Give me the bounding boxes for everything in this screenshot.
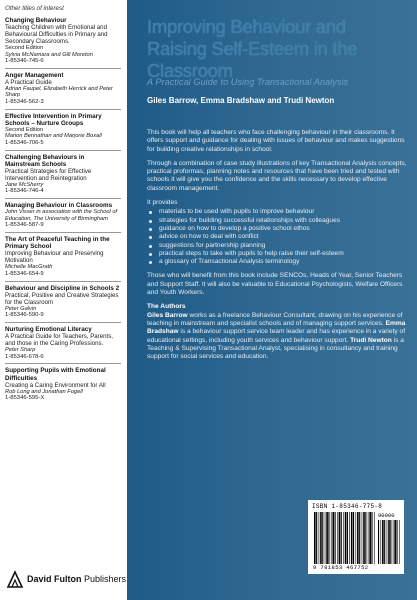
book-authors: Giles Barrow, Emma Bradshaw and Trudi Newton: [147, 96, 335, 105]
provides-item: materials to be used with pupils to improve behaviour: [147, 208, 409, 216]
book-title-line: Nurturing Emotional Literacy: [5, 326, 92, 334]
provides-item: practical steps to take with pupils to help raise their self-esteem: [147, 250, 409, 258]
book-title-line: Managing Behaviour in Classrooms: [5, 202, 113, 210]
book-entry: [5, 199, 121, 233]
provides-intro: It provides: [147, 199, 178, 207]
book-subtitle-line: Practical Strategies for Effective Intervention and Reintegration: [5, 167, 92, 182]
price-barcode-bars-icon: [378, 520, 400, 569]
book-isbn: 1-85346-587-9: [5, 222, 44, 229]
book-authors-line: Sylvia McNamara and Gill Moreton: [5, 51, 93, 58]
book-isbn: 1-85346-745-6: [5, 58, 44, 65]
book-authors-line: Peter Galvin: [5, 305, 37, 312]
book-subtitle-line: Teaching Children with Emotional and Behavioural Difficulties in Primary and Secondary Classrooms.: [5, 24, 108, 46]
publisher-name: David Fulton Publishers: [27, 574, 127, 584]
book-entry: [5, 14, 121, 69]
provides-item: a glossary of Transactional Analysis terminology: [147, 258, 409, 266]
book-list: [5, 14, 121, 405]
book-entry: [5, 233, 121, 281]
book-isbn: 1-85346-706-5: [5, 139, 44, 146]
provides-item: strategies for building successful relationships with colleagues: [147, 217, 409, 225]
book-subtitle-line: Improving Behaviour and Preserving Motivation: [5, 250, 104, 265]
provides-list: [147, 208, 409, 266]
book-edition: Second Edition: [5, 45, 44, 52]
book-authors-line: Peter Sharp: [5, 347, 36, 354]
price-code: 90000: [378, 512, 395, 519]
publisher-logo: [6, 565, 128, 593]
book-isbn: 1-85346-678-6: [5, 353, 44, 360]
book-subtitle-line: A Practical Guide for Teachers, Parents, and those in the Caring Professions.: [5, 333, 113, 348]
book-title-line: Challenging Behaviours in Mainstream Schools: [5, 153, 85, 168]
book-isbn: 1-85346-746-4: [5, 188, 44, 195]
book-edition: Second Edition: [5, 126, 44, 133]
authors-heading: The Authors: [147, 303, 186, 311]
isbn-label: ISBN 1-85346-775-8: [312, 503, 383, 510]
book-authors-line: Michelle MacGrath: [5, 264, 53, 271]
barcode-bars-icon: [314, 512, 376, 569]
book-entry: [5, 323, 121, 364]
book-isbn: 1-85346-590-9: [5, 312, 44, 319]
book-title-line: Effective Intervention in Primary Schools – Nurture Groups: [5, 112, 102, 127]
book-entry: [5, 151, 121, 199]
authors-bio: Giles Barrow works as a freelance Behaviour Consultant, drawing on his experience of teaching in mainstream and specialist schools and of managing support services. Emma Bradshaw is a behaviour support service team leader and has experience in a variety of educational settings, including youth services and behaviour support. Trudi Newton is a Teaching & Supervising Transactional Analyst, specialising in consultancy and training support for social services and education.: [147, 311, 406, 361]
publisher-logo-icon: [6, 569, 24, 589]
book-subtitle: A Practical Guide to Using Transactional Analysis: [147, 77, 349, 87]
book-authors-line: Adrian Faupel, Elizabeth Herrick and Peter Sharp: [5, 85, 113, 99]
book-authors-line: Jane McSherry: [5, 181, 44, 188]
book-subtitle-line: Creating a Caring Environment for All: [5, 381, 106, 389]
provides-item: suggestions for partnership planning: [147, 242, 409, 250]
provides-item: advice on how to deal with conflict: [147, 233, 409, 241]
book-authors-line: Marion Bennathan and Marjorie Boxall: [5, 133, 102, 140]
book-isbn: 1-85346-595-X: [5, 395, 45, 402]
blurb-paragraph: Through a combination of case study illustrations of key Transactional Analysis concepts, practical proformas, planning notes and resources that have been tried and tested with schools it will give you the confidence and the skills necessary to develop effective classroom management.: [147, 159, 407, 192]
other-titles-sidebar: [0, 0, 127, 600]
book-entry: [5, 282, 121, 323]
book-title-line: Supporting Pupils with Emotional Difficulties: [5, 367, 106, 382]
book-subtitle-line: Practical, Positive and Creative Strategies for the Classroom: [5, 291, 119, 306]
blurb-paragraph: This book will help all teachers who face challenging behaviour in their classrooms. It offers support and guidance for dealing with issues of behaviour and makes suggestions for building creative relationships in school.: [147, 129, 405, 153]
book-subtitle-line: A Practical Guide: [5, 78, 52, 86]
book-entry: [5, 69, 121, 110]
book-title-line: Changing Behaviour: [5, 17, 67, 24]
book-isbn: 1-85346-654-9: [5, 270, 44, 277]
book-authors-line: Rob Long and Jonathan Fogell: [5, 388, 83, 395]
blurb: [147, 129, 409, 367]
book-authors-line: John Visser in association with the School of Education, The University of Birmingham: [5, 209, 118, 222]
other-titles-heading: Other titles of interest: [5, 5, 64, 12]
blurb-paragraph: Those who will benefit from this book include SENCOs, Heads of Year, Senior Teachers and Support Staff. It will also be valuable to Educational Psychologists, Welfare Officers and Youth Workers.: [147, 272, 403, 297]
barcode: [308, 500, 404, 574]
book-title: Improving Behaviour and Raising Self-Esteem in the Classroom: [147, 16, 358, 81]
book-entry: [5, 364, 121, 404]
book-isbn: 1-85346-562-3: [5, 98, 44, 105]
book-entry: [5, 110, 121, 151]
book-title-line: Behaviour and Discipline in Schools 2: [5, 284, 120, 292]
provides-item: guidance on how to develop a positive school ethos: [147, 225, 409, 233]
book-title-line: The Art of Peaceful Teaching in the Primary School: [5, 236, 110, 251]
book-title-line: Anger Management: [5, 71, 64, 79]
ean-number: 9 781853 467752: [313, 564, 369, 571]
